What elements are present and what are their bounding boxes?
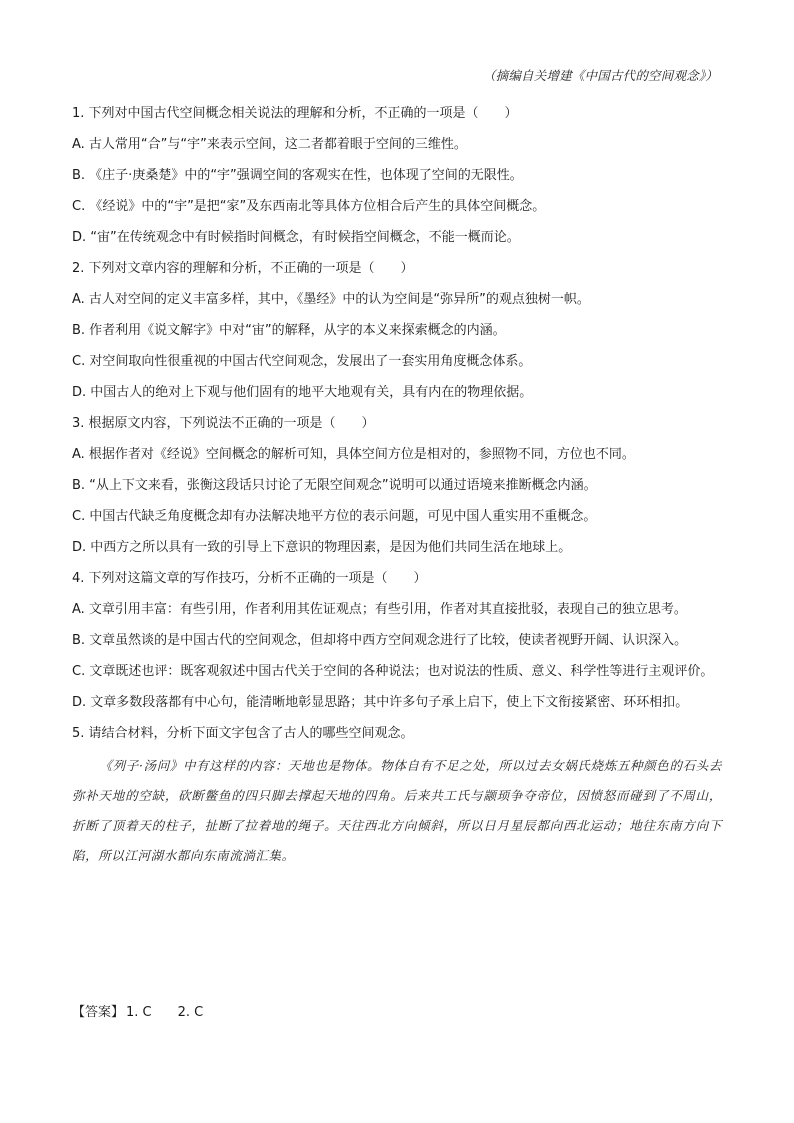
answer-item: 1. C: [126, 1005, 152, 1020]
question-stem: 1. 下列对中国古代空间概念相关说法的理解和分析，不正确的一项是（ ）: [72, 106, 518, 121]
excerpt-passage: 《列子·汤问》中有这样的内容：天地也是物体。物体自有不足之处，所以过去女娲氏烧炼五种颜色的石头去弥补天地的空缺，砍断鳖鱼的四只脚去撑起天地的四角。后来共工氏与颛顼争夺帝位，因愤怒而碰到了不周山，折断了顶着天的柱子，扯断了拉着地的绳子。天往西北方向倾斜，所以日月星辰都向西北运动；地往东南方向下陷，所以江河湖水都向东南流淌汇集。: [72, 758, 722, 863]
option-b: B. 文章虽然谈的是中国古代的空间观念，但却将中西方空间观念进行了比较，使读者视野开阔、认识深入。: [72, 633, 688, 648]
question-1: [72, 98, 722, 253]
question-stem: 3. 根据原文内容，下列说法不正确的一项是（ ）: [72, 416, 375, 431]
question-3: [72, 408, 722, 563]
question-stem: 4. 下列对这篇文章的写作技巧，分析不正确的一项是（ ）: [72, 571, 427, 586]
option-a: A. 古人常用“合”与“宇”来表示空间，这二者都着眼于空间的三维性。: [72, 137, 467, 152]
option-b: B. “从上下文来看，张衡这段话只讨论了无限空间观念”说明可以通过语境来推断概念内涵。: [72, 478, 597, 493]
option-c: C. 《经说》中的“宇”是把“家”及东西南北等具体方位相合后产生的具体空间概念。: [72, 199, 546, 214]
option-d: D. 文章多数段落都有中心句，能清晰地彰显思路；其中许多句子承上启下，使上下文衔接紧密、环环相扣。: [72, 695, 689, 710]
question-stem: 2. 下列对文章内容的理解和分析，不正确的一项是（ ）: [72, 261, 414, 276]
option-b: B. 《庄子·庚桑楚》中的“宇”强调空间的客观实在性，也体现了空间的无限性。: [72, 168, 523, 183]
option-a: A. 根据作者对《经说》空间概念的解析可知，具体空间方位是相对的，参照物不同，方位也不同。: [72, 447, 635, 462]
option-a: A. 古人对空间的定义丰富多样，其中，《墨经》中的认为空间是“弥异所”的观点独树一帜。: [72, 292, 590, 307]
option-c: C. 文章既述也评：既客观叙述中国古代关于空间的各种说法；也对说法的性质、意义、科学性等进行主观评价。: [72, 664, 714, 679]
option-d: D. 中国古人的绝对上下观与他们固有的地平大地观有关，具有内在的物理依据。: [72, 385, 533, 400]
question-4: [72, 563, 722, 718]
option-c: C. 中国古代缺乏角度概念却有办法解决地平方位的表示问题，可见中国人重实用不重概念。: [72, 509, 597, 524]
question-5: [72, 718, 722, 871]
option-d: D. “宙”在传统观念中有时候指时间概念，有时候指空间概念，不能一概而论。: [72, 230, 520, 245]
question-stem: 5. 请结合材料，分析下面文字包含了古人的哪些空间观念。: [72, 726, 414, 741]
answer-line: [72, 998, 203, 1028]
answer-item: 2. C: [177, 1005, 204, 1020]
option-d: D. 中西方之所以具有一致的引导上下意识的物理因素，是因为他们共同生活在地球上。: [72, 540, 572, 555]
option-c: C. 对空间取向性很重视的中国古代空间观念，发展出了一套实用角度概念体系。: [72, 354, 532, 369]
question-list: [72, 98, 722, 871]
question-2: [72, 253, 722, 408]
answer-tag: 【答案】: [72, 1005, 125, 1020]
source-citation: （摘编自关增建《中国古代的空间观念》）: [482, 68, 718, 83]
option-a: A. 文章引用丰富：有些引用，作者利用其佐证观点；有些引用，作者对其直接批驳，表现自己的独立思考。: [72, 602, 687, 617]
option-b: B. 作者利用《说文解字》中对“宙”的解释，从字的本义来探索概念的内涵。: [72, 323, 506, 338]
